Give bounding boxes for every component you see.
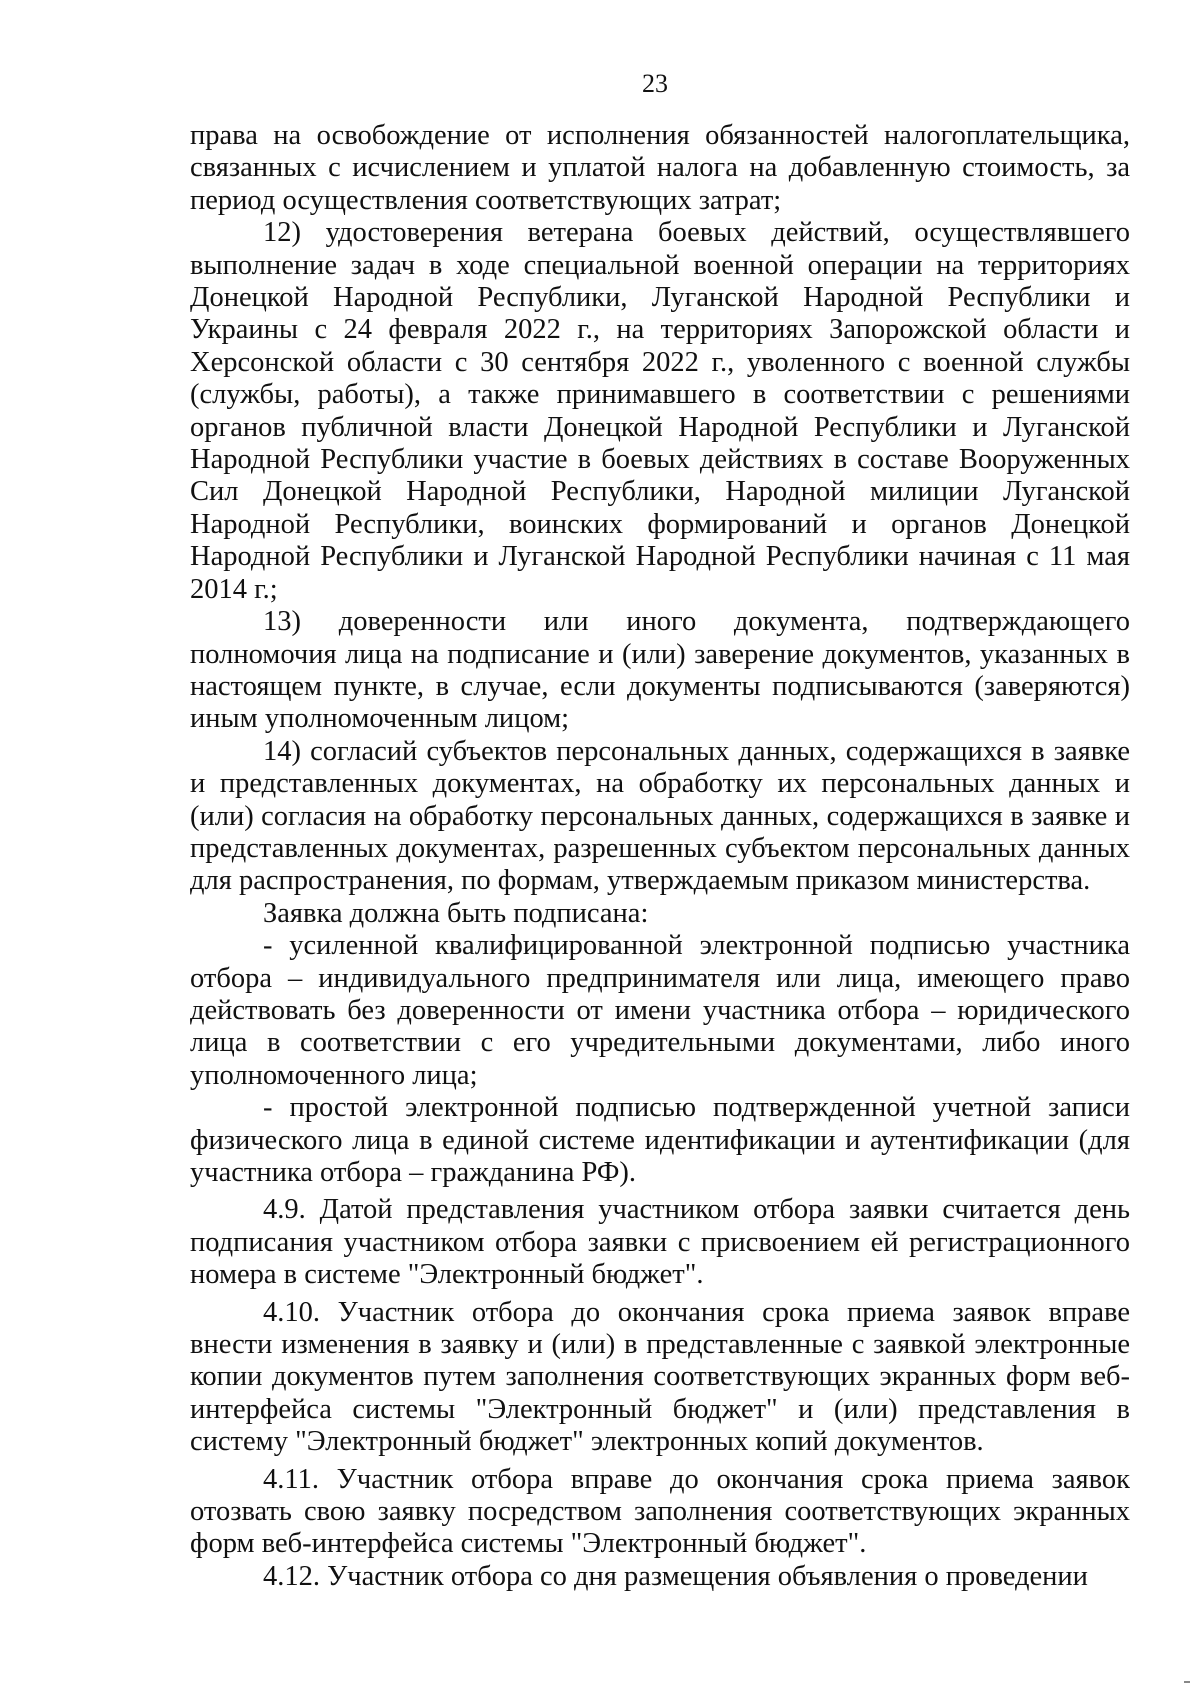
paragraph-item-13: 13) доверенности или иного документа, подтверждающего полномочия лица на подписание и (или) заверение документов, указанных в настоящем пункте, в случае, если документы подписываются (заверяются) иным уполномоченным лицом; [190,606,1130,735]
paragraph-signature-simple: - простой электронной подписью подтвержденной учетной записи физического лица в единой системе идентификации и аутентификации (для участника отбора – гражданина РФ). [190,1092,1130,1188]
paragraph-continuation: права на освобождение от исполнения обязанностей налогоплательщика, связанных с исчислением и уплатой налога на добавленную стоимость, за период осуществления соответствующих затрат; [190,120,1130,216]
paragraph-item-12: 12) удостоверения ветерана боевых действий, осуществлявшего выполнение задач в ходе специальной военной операции на территориях Донецкой Народной Республики, Луганской Народной Республики и Украины с 24 февраля 2022 г., на территориях Запорожской области и Херсонской области с 30 сентября 2022 г., уволенного с военной службы (службы, работы), а также принимавшего в соответствии с решениями органов публичной власти Донецкой Народной Республики и Луганской Народной Республики участие в боевых действиях в составе Вооруженных Сил Донецкой Народной Республики, Народной милиции Луганской Народной Республики, воинских формирований и органов Донецкой Народной Республики и Луганской Народной Республики начиная с 11 мая 2014 г.; [190,217,1130,605]
paragraph-4-9: 4.9. Датой представления участником отбора заявки считается день подписания участником отбора заявки с присвоением ей регистрационного номера в системе "Электронный бюджет". [190,1194,1130,1291]
document-body [190,120,1130,1593]
paragraph-signature-intro: Заявка должна быть подписана: [263,897,649,929]
scan-artifact [1184,1681,1190,1683]
paragraph-4-12: 4.12. Участник отбора со дня размещения объявления о проведении [263,1560,1088,1592]
page-number: 23 [642,69,668,98]
paragraph-signature-qualified: - усиленной квалифицированной электронной подписью участника отбора – индивидуального предпринимателя или лица, имеющего право действовать без доверенности от имени участника отбора – юридического лица в соответствии с его учредительными документами, либо иного уполномоченного лица; [190,930,1130,1091]
paragraph-4-11: 4.11. Участник отбора вправе до окончания срока приема заявок отозвать свою заявку посредством заполнения соответствующих экранных форм веб-интерфейса системы "Электронный бюджет". [190,1463,1130,1560]
paragraph-4-10: 4.10. Участник отбора до окончания срока приема заявок вправе внести изменения в заявку и (или) в представленные с заявкой электронные копии документов путем заполнения соответствующих экранных форм веб-интерфейса системы "Электронный бюджет" и (или) представления в систему "Электронный бюджет" электронных копий документов. [190,1296,1130,1458]
paragraph-item-14: 14) согласий субъектов персональных данных, содержащихся в заявке и представленных документах, на обработку их персональных данных и (или) согласия на обработку персональных данных, содержащихся в заявке и представленных документах, разрешенных субъектом персональных данных для распространения, по формам, утверждаемым приказом министерства. [190,735,1130,897]
